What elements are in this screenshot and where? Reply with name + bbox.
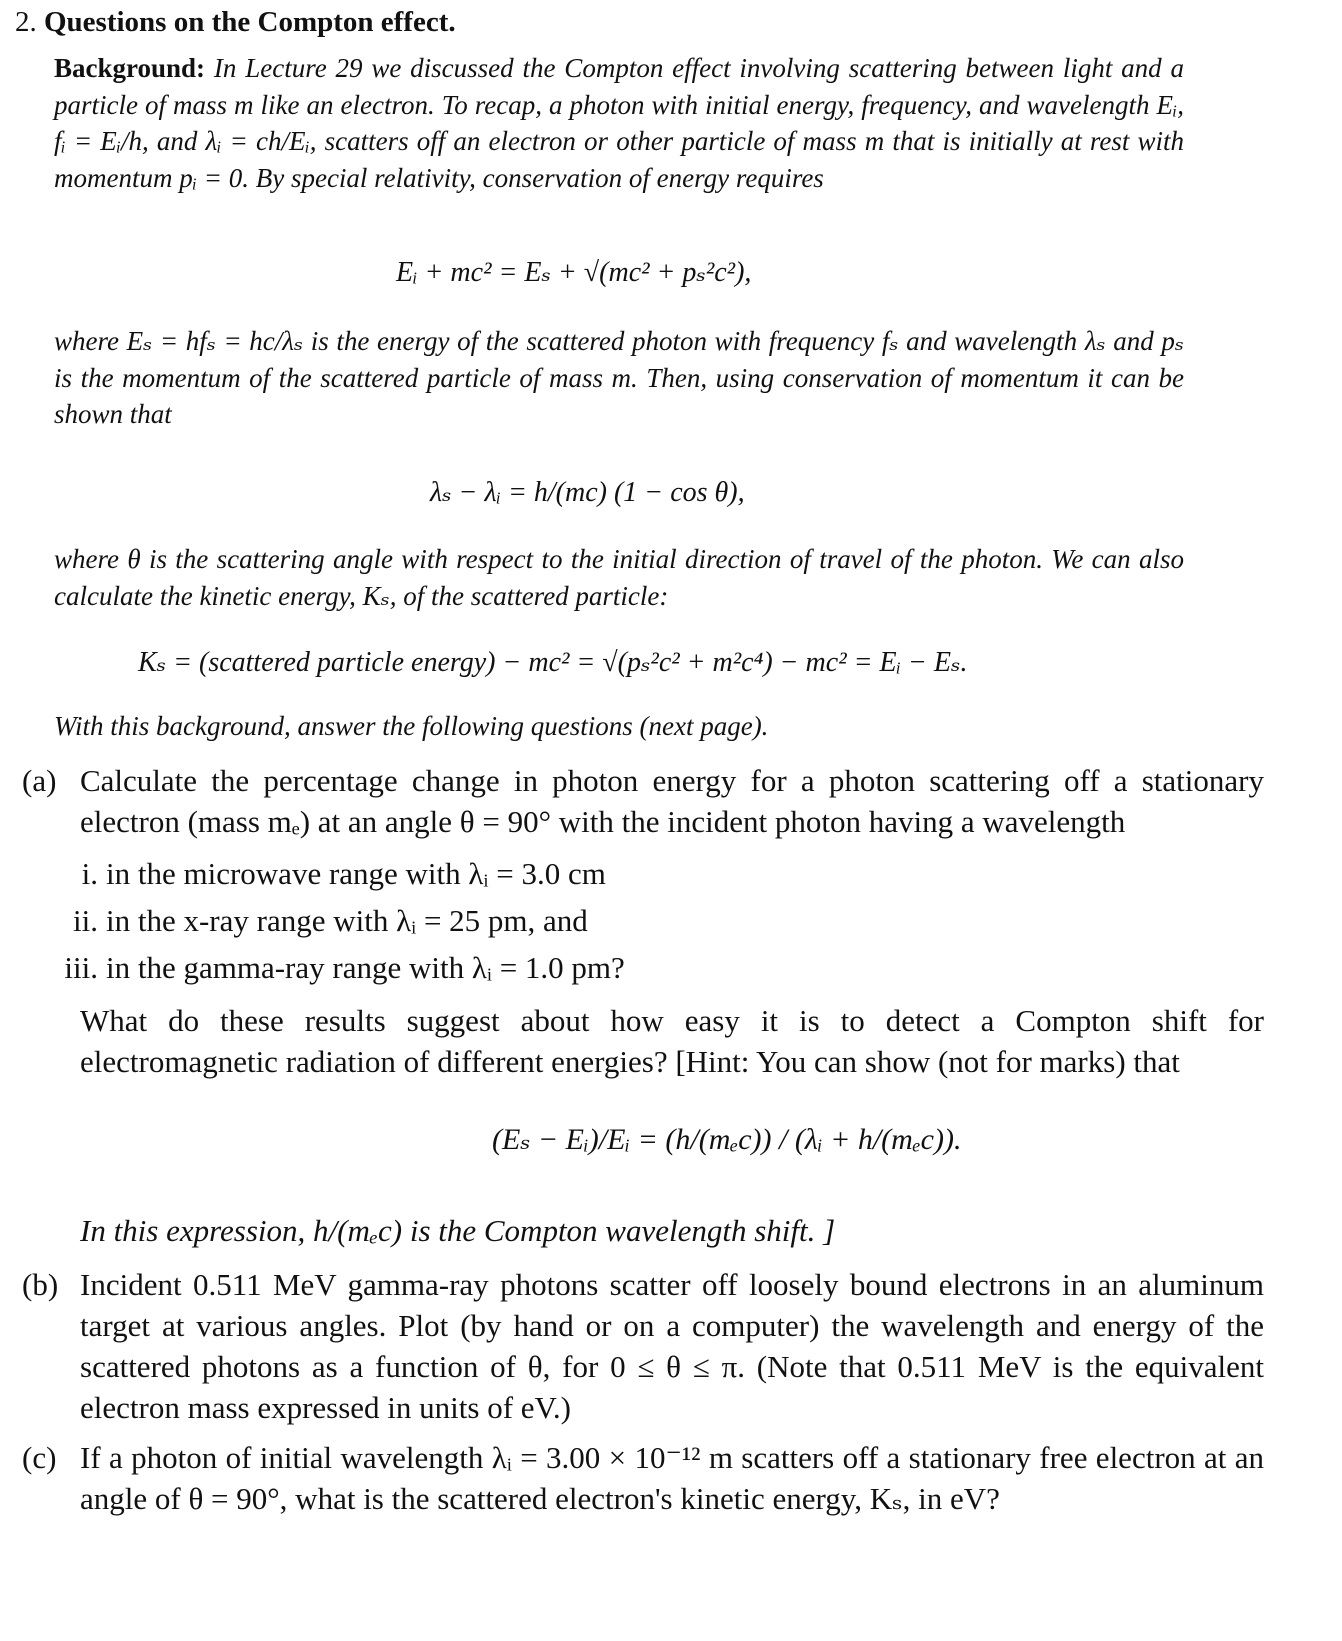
item-text: in the microwave range with λᵢ = 3.0 cm [106, 856, 606, 891]
question-a-item-3 [42, 950, 625, 986]
question-a-closing [80, 1210, 1264, 1251]
energy-conservation-equation: Eᵢ + mc² = Eₛ + √(mc² + pₛ²c²), [396, 257, 752, 288]
question-c-label: (c) [22, 1440, 57, 1475]
question-a-item-1 [42, 856, 606, 892]
energy-ratio-equation: (Eₛ − Eᵢ)/Eᵢ = (h/(mₑc)) / (λᵢ + h/(mₑc)). [492, 1123, 962, 1156]
question-a-followup-text: What do these results suggest about how easy it is to detect a Compton shift for electromagnetic radiation of different energies? [Hint: You can show (not for marks) that [80, 1003, 1264, 1079]
compton-shift-equation: λₛ − λᵢ = h/(mc) (1 − cos θ), [430, 477, 745, 508]
question-a-text: Calculate the percentage change in photon energy for a photon scattering off a stationary electron (mass mₑ) at an angle θ = 90° with the incident photon having a wavelength [80, 763, 1264, 839]
item-text: in the x-ray range with λᵢ = 25 pm, and [106, 903, 588, 938]
question-a-label: (a) [22, 763, 57, 798]
item-label: i. [81, 856, 98, 891]
background-paragraph-3: where θ is the scattering angle with respect to the initial direction of travel of the photon. We can also calculate the kinetic energy, Kₛ, of the scattered particle: [54, 544, 1184, 611]
background-label: Background: [54, 53, 206, 83]
item-label: iii. [64, 950, 98, 985]
question-a-closing-text: In this expression, h/(mₑc) is the Compton wavelength shift. ] [80, 1213, 836, 1248]
question-number: 2. [15, 6, 37, 38]
item-text: in the gamma-ray range with λᵢ = 1.0 pm? [106, 950, 625, 985]
question-b-text: Incident 0.511 MeV gamma-ray photons scatter off loosely bound electrons in an aluminum target at various angles. Plot (by hand or on a computer) the wavelength and energy of the scattered photons as a function of θ, for 0 ≤ θ ≤ π. (Note that 0.511 MeV is the equivalent electron mass expressed in units of eV.) [80, 1267, 1264, 1425]
question-c-text: If a photon of initial wavelength λᵢ = 3.00 × 10⁻¹² m scatters off a stationary free electron at an angle of θ = 90°, what is the scattered electron's kinetic energy, Kₛ, in eV? [80, 1440, 1264, 1516]
question-a-item-2 [42, 903, 588, 939]
background-paragraph-2: where Eₛ = hfₛ = hc/λₛ is the energy of the scattered photon with frequency fₛ and wavelength λₛ and pₛ is the momentum of the scattered particle of mass m. Then, using conservation of momentum it can be shown that [54, 326, 1184, 429]
question-title: Questions on the Compton effect. [44, 6, 456, 38]
kinetic-energy-equation: Kₛ = (scattered particle energy) − mc² = √(pₛ²c² + m²c⁴) − mc² = Eᵢ − Eₛ. [138, 647, 968, 678]
question-a-followup [80, 1000, 1264, 1082]
item-label: ii. [73, 903, 98, 938]
question-b-label: (b) [22, 1267, 59, 1302]
background-paragraph-4: With this background, answer the following questions (next page). [54, 711, 769, 741]
background-text-1: In Lecture 29 we discussed the Compton effect involving scattering between light and a particle of mass m like an electron. To recap, a photon with initial energy, frequency, and wavelength Eᵢ, fᵢ = Eᵢ/h, and λᵢ = ch/Eᵢ, scatters off an electron or other particle of mass m that is initially at rest with momentum pᵢ = 0. By special relativity, conservation of energy requires [54, 53, 1185, 193]
question-header [15, 6, 456, 39]
background-paragraph-1 [54, 50, 1184, 196]
